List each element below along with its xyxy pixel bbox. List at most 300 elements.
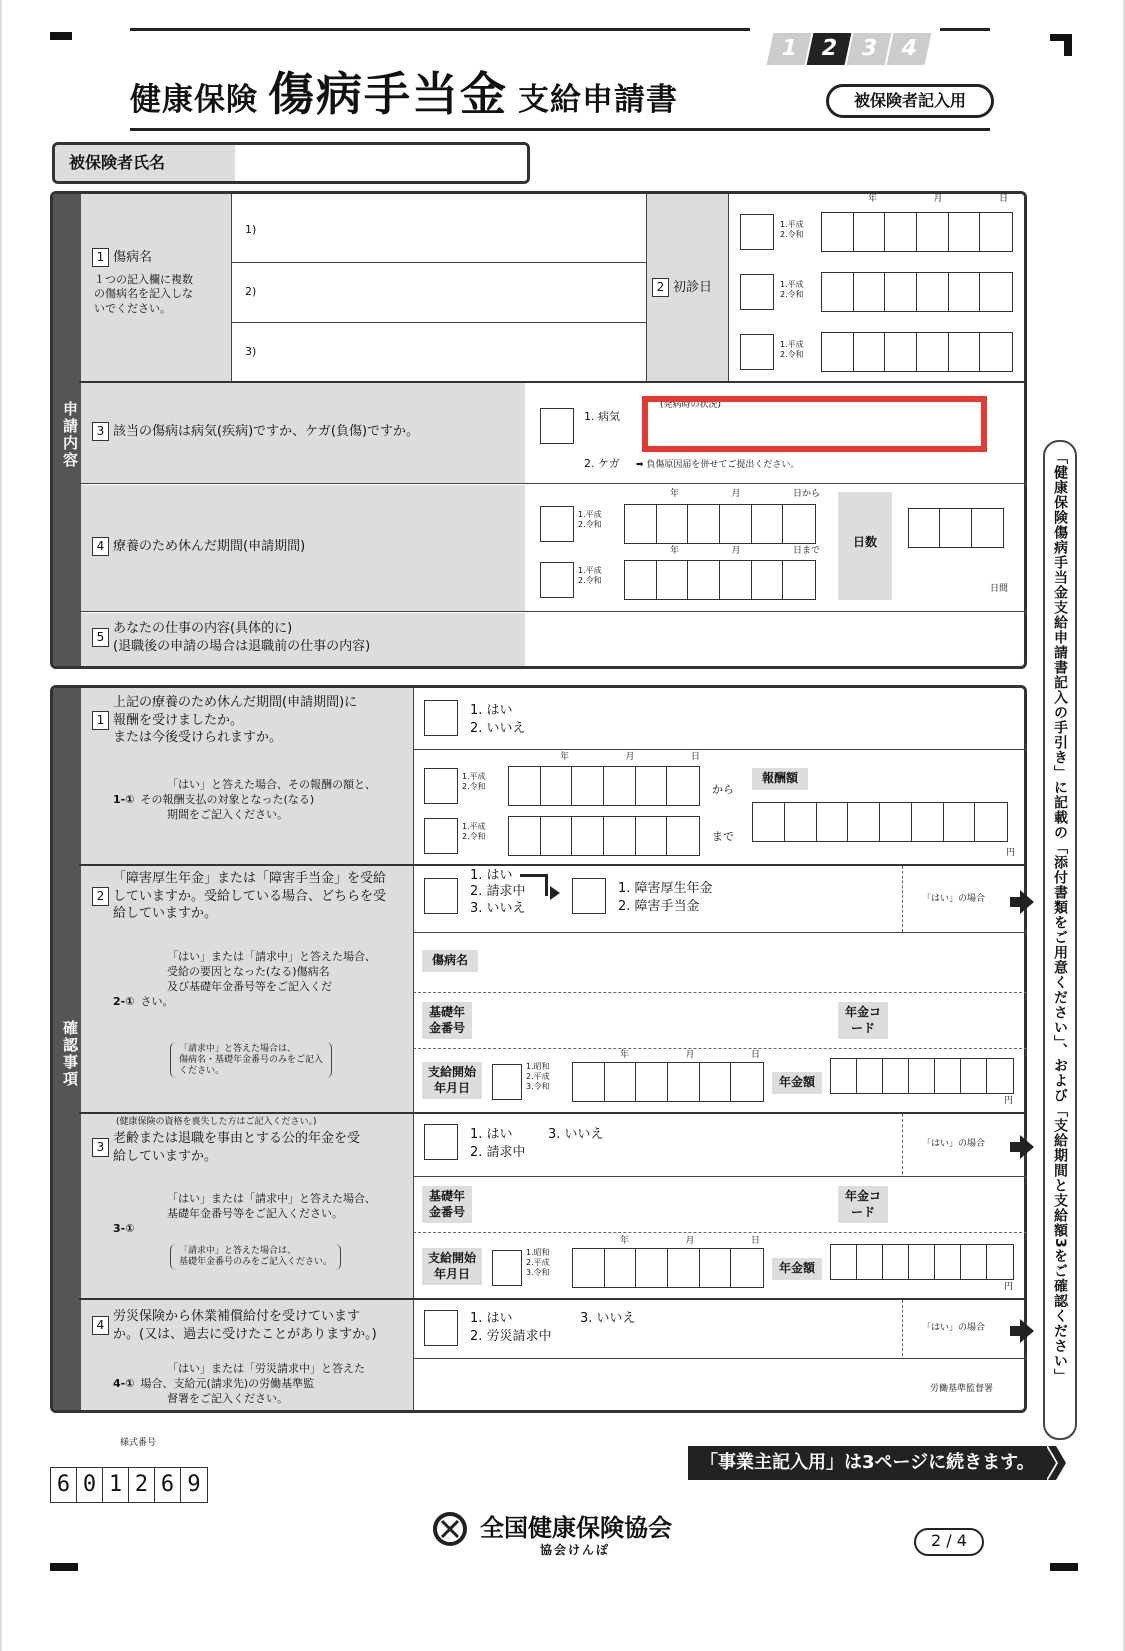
s2-q4-arrow-bar — [1010, 1326, 1020, 1336]
section1-side-label: 申請内容 — [53, 194, 81, 666]
digit-cell[interactable] — [783, 561, 815, 599]
digit-cell[interactable] — [961, 1059, 987, 1093]
s2-q3-arrow-icon — [1020, 1135, 1034, 1159]
s2-q2-1-date-header — [620, 1050, 760, 1061]
s2-q1-line: 上記の療養のため休んだ期間(申請期間)に — [113, 695, 358, 710]
era-option: 1.平成 — [780, 340, 804, 349]
form-number-digit: 1 — [103, 1468, 129, 1502]
q2-date-cells-1[interactable] — [821, 212, 1013, 252]
q3-option-injury: 2. ケガ — [584, 457, 620, 470]
divider — [413, 932, 1027, 933]
month-label: 月 — [685, 1050, 695, 1060]
digit-cell[interactable] — [949, 213, 981, 251]
day-to-label: 日まで — [792, 546, 820, 556]
s2-q1-line: または今後受けられますか。 — [113, 730, 283, 746]
era-option: 2.令和 — [780, 230, 804, 239]
registration-mark-bottom-right — [1050, 1563, 1078, 1571]
digit-cell[interactable] — [541, 817, 573, 855]
registration-mark-top-left — [50, 32, 72, 40]
digit-cell[interactable] — [604, 767, 636, 805]
q1-row-2-input[interactable] — [262, 266, 642, 318]
q2-date-cells-2[interactable] — [821, 272, 1013, 312]
form-number-digit: 9 — [187, 1472, 201, 1497]
digit-cell[interactable] — [972, 509, 1003, 547]
s2-q1-question — [92, 694, 357, 747]
q1-title-text: 傷病名 — [113, 250, 153, 265]
digit-cell[interactable] — [752, 561, 784, 599]
s2-q3-1-date-header — [620, 1236, 760, 1247]
q2-era-options — [780, 220, 804, 240]
s2-q2-1-disease-input[interactable] — [490, 938, 1020, 986]
year-label: 年 — [560, 752, 570, 762]
s2-q1-number: 1 — [92, 711, 109, 730]
digit-cell[interactable] — [657, 505, 689, 543]
s2-q1-1-question — [113, 778, 376, 823]
s2-q3-checkbox[interactable] — [424, 1124, 458, 1160]
divider — [413, 1358, 1027, 1359]
q2-era-options — [780, 280, 804, 300]
q1-row-3-input[interactable] — [262, 326, 642, 378]
s2-q1-1-number: 1-① — [113, 792, 135, 806]
digit-cell[interactable] — [961, 1245, 987, 1279]
month-label: 月 — [731, 546, 741, 556]
s2-q2-arrow-bar — [1010, 897, 1020, 907]
q2-number: 2 — [652, 278, 669, 297]
divider — [79, 611, 1027, 612]
organization-name: 全国健康保険協会 — [480, 1514, 672, 1542]
s2-q1-1-from: から — [712, 783, 734, 796]
digit-cell[interactable] — [949, 273, 981, 311]
q4-to-header — [670, 546, 820, 557]
page-tab-1: 1 — [767, 33, 812, 65]
divider — [413, 1232, 1027, 1233]
q3-text: 該当の傷病は病気(疾病)ですか、ケガ(負傷)ですか。 — [113, 424, 420, 439]
form-number-label: 様式番号 — [120, 1438, 157, 1448]
s2-q4-1-office-input[interactable] — [420, 1362, 920, 1406]
option-yes: 1. はい — [470, 703, 513, 718]
option-disability-pension: 1. 障害厚生年金 — [618, 881, 713, 896]
digit-cell[interactable] — [980, 333, 1012, 371]
s2-q4-1-question — [113, 1362, 365, 1407]
digit-cell[interactable] — [636, 767, 668, 805]
digit-cell[interactable] — [909, 509, 940, 547]
digit-cell[interactable] — [688, 561, 720, 599]
digit-cell[interactable] — [880, 803, 912, 841]
s2-q3-options — [470, 1126, 526, 1161]
digit-cell[interactable] — [785, 803, 817, 841]
digit-cell[interactable] — [883, 1245, 909, 1279]
option-disability-allowance: 2. 障害手当金 — [618, 898, 700, 914]
month-label: 月 — [625, 752, 635, 762]
digit-cell[interactable] — [668, 1249, 700, 1287]
digit-cell[interactable] — [885, 333, 917, 371]
s2-q2-1-line: 受給の要因となった(なる)傷病名 — [167, 964, 330, 978]
digit-cell[interactable] — [857, 1059, 883, 1093]
digit-cell[interactable] — [975, 803, 1007, 841]
s2-q3-1-start-date-cells[interactable] — [572, 1248, 764, 1288]
s2-q1-1-yen: 円 — [1006, 848, 1016, 858]
divider — [79, 1112, 1027, 1114]
s2-q3-if-yes: 「はい」の場合 — [922, 1139, 986, 1149]
s2-q1-1-from-era-checkbox[interactable] — [424, 768, 458, 804]
digit-cell[interactable] — [857, 1245, 883, 1279]
s2-q2-1-line: 及び基礎年金番号等をご記入くだ — [167, 979, 332, 993]
digit-cell[interactable] — [783, 505, 815, 543]
year-label: 年 — [620, 1236, 630, 1246]
divider — [79, 483, 1027, 484]
q1-note-line: １つの記入欄に複数 — [94, 273, 193, 286]
s2-q4-checkbox[interactable] — [424, 1310, 458, 1346]
digit-cell[interactable] — [885, 213, 917, 251]
era-options — [526, 1062, 550, 1092]
era-option: 3.令和 — [526, 1268, 550, 1277]
digit-cell[interactable] — [604, 817, 636, 855]
q1-note — [94, 273, 193, 316]
title-suffix: 支給申請書 — [518, 82, 678, 118]
digit-cell[interactable] — [917, 273, 949, 311]
day-label: 日 — [750, 1050, 760, 1060]
digit-cell[interactable] — [944, 803, 976, 841]
divider — [79, 1298, 1027, 1300]
s2-q2-number: 2 — [92, 887, 109, 906]
q3-checkbox[interactable] — [540, 408, 574, 444]
digit-cell[interactable] — [822, 273, 854, 311]
digit-cell[interactable] — [605, 1063, 637, 1101]
option-pending: 2. 請求中 — [470, 884, 526, 900]
q2-era-checkbox-3[interactable] — [740, 334, 774, 370]
s2-q2-1-pension-code-input[interactable] — [898, 996, 1018, 1042]
era-option: 1.平成 — [780, 280, 804, 289]
q1-row-1-input[interactable] — [262, 200, 642, 258]
s2-q1-1-date-header — [560, 752, 700, 763]
s2-q1-checkbox[interactable] — [424, 700, 458, 736]
option-yes: 1. はい — [470, 868, 513, 883]
digit-cell[interactable] — [854, 273, 886, 311]
digit-cell[interactable] — [909, 1245, 935, 1279]
digit-cell[interactable] — [940, 509, 971, 547]
digit-cell[interactable] — [831, 1245, 857, 1279]
option-pending: 2. 労災請求中 — [470, 1328, 552, 1344]
header-top-rule-right — [940, 28, 990, 31]
era-options — [526, 1248, 550, 1278]
q3-option-illness: 1. 病気 — [584, 410, 620, 423]
q3-number: 3 — [92, 422, 109, 441]
s2-q1-1-to-date-cells[interactable] — [508, 816, 700, 856]
year-label: 年 — [670, 489, 680, 499]
q5-job-input[interactable] — [530, 616, 1020, 664]
digit-cell[interactable] — [848, 803, 880, 841]
form-title — [130, 58, 678, 124]
digit-cell[interactable] — [636, 817, 668, 855]
q4-number: 4 — [92, 537, 109, 556]
form-number-digit: 0 — [77, 1468, 103, 1502]
digit-cell[interactable] — [509, 817, 541, 855]
era-option: 1.平成 — [578, 566, 602, 575]
option-no: 2. いいえ — [470, 720, 526, 736]
era-option: 2.令和 — [578, 520, 602, 529]
digit-cell[interactable] — [572, 817, 604, 855]
digit-cell[interactable] — [949, 333, 981, 371]
day-label: 日 — [750, 1236, 760, 1246]
s2-q1-options — [470, 702, 526, 737]
s2-q3-1-pension-code-input[interactable] — [898, 1180, 1018, 1226]
q1-note-line: の傷病名を記入しな — [94, 287, 193, 301]
s2-q3-1-era-checkbox[interactable] — [492, 1250, 522, 1286]
era-option: 2.平成 — [526, 1072, 550, 1081]
s2-q1-line: 報酬を受けましたか。 — [113, 712, 244, 728]
s2-q1-1-amount-label: 報酬額 — [752, 768, 808, 790]
q5-number: 5 — [92, 628, 109, 647]
option-pending: 2. 請求中 — [470, 1144, 526, 1160]
continue-banner: 「事業主記入用」は3ページに続きます。 — [688, 1446, 1047, 1480]
digit-cell[interactable] — [720, 505, 752, 543]
year-label: 年 — [670, 546, 680, 556]
divider — [902, 1300, 903, 1356]
s2-q1-1-to-era-checkbox[interactable] — [424, 818, 458, 854]
q3-question — [92, 422, 419, 441]
divider — [728, 194, 729, 381]
s2-q2-1-yen: 円 — [1004, 1096, 1014, 1106]
s2-q1-1-line: その報酬支払の対象となった(なる) — [140, 792, 315, 806]
year-label: 年 — [620, 1050, 630, 1060]
divider — [413, 749, 1027, 750]
organization-subname: 協会けんぽ — [540, 1543, 611, 1557]
digit-cell[interactable] — [573, 1249, 605, 1287]
s2-q3-1-pension-code-label: 年金コード — [838, 1186, 888, 1223]
digit-cell[interactable] — [668, 1063, 700, 1101]
s2-q3-1-line: 「はい」または「請求中」と答えた場合、 — [167, 1192, 376, 1205]
digit-cell[interactable] — [700, 1063, 732, 1101]
digit-cell[interactable] — [541, 767, 573, 805]
digit-cell[interactable] — [831, 1059, 857, 1093]
era-option: 1.平成 — [780, 220, 804, 229]
s2-q2-if-yes: 「はい」の場合 — [922, 894, 986, 904]
q3-injury-note — [636, 460, 799, 471]
q2-date-header — [868, 194, 1008, 205]
s2-q4-if-yes: 「はい」の場合 — [922, 1323, 986, 1333]
q1-row-2-label: 2) — [245, 285, 257, 298]
s2-q4-1-number: 4-① — [113, 1376, 135, 1390]
q2-era-checkbox-2[interactable] — [740, 274, 774, 310]
q2-era-checkbox-1[interactable] — [740, 214, 774, 250]
era-option: 2.令和 — [462, 782, 486, 791]
connector-arrow-icon — [550, 886, 560, 900]
divider — [231, 322, 646, 323]
s2-q4-option-no: 3. いいえ — [580, 1311, 636, 1326]
digit-cell[interactable] — [753, 803, 785, 841]
s2-q3-1-pension-no-input[interactable] — [484, 1180, 824, 1226]
era-option: 2.平成 — [526, 1258, 550, 1267]
page-tab-3: 3 — [847, 33, 892, 65]
section2-side-label: 確認事項 — [53, 688, 81, 1410]
digit-cell[interactable] — [883, 1059, 909, 1093]
divider — [79, 864, 1027, 866]
s2-q3-1-paren — [170, 1244, 341, 1270]
yes-connector-line — [520, 874, 548, 896]
insured-name-field[interactable] — [235, 145, 527, 181]
s2-q4-line: か。(又は、過去に受けたことがありますか。) — [113, 1326, 377, 1342]
s2-q2-line: していますか。受給している場合、どちらを受 — [113, 888, 387, 904]
s2-q3-option-no: 3. いいえ — [548, 1127, 604, 1142]
s2-q3-1-annual-label: 年金額 — [772, 1258, 822, 1280]
s2-q3-1-yen: 円 — [1004, 1282, 1014, 1292]
highlight-box — [642, 396, 987, 452]
form-number-digit: 6 — [155, 1468, 181, 1502]
q1-row-3-label: 3) — [245, 345, 257, 358]
s2-q4-number: 4 — [92, 1316, 109, 1335]
q4-days-label: 日数 — [838, 492, 892, 600]
registration-mark-bottom-left — [50, 1563, 78, 1571]
q5-line: あなたの仕事の内容(具体的に) — [113, 621, 293, 636]
q4-from-date-cells[interactable] — [624, 504, 816, 544]
s2-q2-1-pension-code-label: 年金コード — [838, 1002, 888, 1039]
q4-to-era-checkbox[interactable] — [540, 562, 574, 598]
digit-cell[interactable] — [700, 1249, 732, 1287]
s2-q2-subtype-checkbox[interactable] — [572, 878, 606, 914]
s2-q1-1-to: まで — [712, 830, 734, 843]
q1-note-line: いでください。 — [94, 301, 171, 315]
day-from-label: 日から — [792, 489, 820, 499]
era-option: 1.昭和 — [526, 1062, 550, 1071]
option-no: 3. いいえ — [470, 900, 526, 916]
digit-cell[interactable] — [636, 1249, 668, 1287]
digit-cell[interactable] — [912, 803, 944, 841]
sidebar-guidance-note: 「健康保険傷病手当金支給申請書記入の手引き」に記載の「添付書類をご用意ください」、および「支給期間と支給額3をご確認ください」 — [1043, 440, 1077, 1440]
era-options — [462, 772, 486, 792]
s2-q2-1-start-date-cells[interactable] — [572, 1062, 764, 1102]
digit-cell[interactable] — [909, 1059, 935, 1093]
page-tabs — [770, 33, 928, 65]
day-label: 日 — [690, 752, 700, 762]
month-label: 月 — [731, 489, 741, 499]
digit-cell[interactable] — [822, 333, 854, 371]
s2-q3-1-annual-cells[interactable] — [830, 1244, 1014, 1280]
header-bottom-rule — [130, 128, 990, 131]
digit-cell[interactable] — [731, 1249, 763, 1287]
chevron-right-icon — [1036, 1446, 1070, 1480]
digit-cell[interactable] — [752, 505, 784, 543]
s2-q3-1-number: 3-① — [113, 1221, 135, 1235]
q1-title — [92, 248, 152, 267]
digit-cell[interactable] — [657, 561, 689, 599]
q4-from-era-checkbox[interactable] — [540, 506, 574, 542]
s2-q2-checkbox[interactable] — [424, 878, 458, 914]
s2-q3-1-question — [113, 1192, 376, 1237]
q1-number: 1 — [92, 248, 109, 267]
digit-cell[interactable] — [917, 213, 949, 251]
paren-line: 傷病名・基礎年金番号のみをご記入 — [179, 1054, 324, 1065]
divider — [646, 194, 647, 381]
page-tab-4: 4 — [887, 33, 932, 65]
digit-cell[interactable] — [731, 1063, 763, 1101]
s2-q2-1-line: 「はい」または「請求中」と答えた場合、 — [167, 950, 376, 963]
digit-cell[interactable] — [854, 213, 886, 251]
digit-cell[interactable] — [625, 505, 657, 543]
digit-cell[interactable] — [980, 213, 1012, 251]
digit-cell[interactable] — [822, 213, 854, 251]
digit-cell[interactable] — [625, 561, 657, 599]
era-option: 1.平成 — [578, 510, 602, 519]
digit-cell[interactable] — [573, 1063, 605, 1101]
s2-q2-1-pension-no-input[interactable] — [484, 996, 824, 1042]
digit-cell[interactable] — [935, 1245, 961, 1279]
digit-cell[interactable] — [605, 1249, 637, 1287]
s2-q2-1-question — [113, 950, 376, 1009]
divider — [231, 262, 646, 263]
digit-cell[interactable] — [987, 1245, 1013, 1279]
registration-mark-top-right-vertical — [1064, 34, 1072, 56]
option-yes: 1. はい — [470, 1127, 513, 1142]
digit-cell[interactable] — [720, 561, 752, 599]
q2-title-text: 初診日 — [673, 280, 713, 295]
digit-cell[interactable] — [935, 1059, 961, 1093]
digit-cell[interactable] — [572, 767, 604, 805]
q4-days-cells[interactable] — [908, 508, 1004, 548]
digit-cell[interactable] — [667, 817, 699, 855]
form-number-box — [50, 1467, 208, 1503]
digit-cell[interactable] — [980, 273, 1012, 311]
q2-date-cells-3[interactable] — [821, 332, 1013, 372]
page-indicator: 2 / 4 — [914, 1528, 984, 1556]
digit-cell[interactable] — [885, 273, 917, 311]
page-tab-2: 2 — [807, 33, 852, 65]
form-number-digit: 6 — [51, 1468, 77, 1502]
s2-q2-arrow-icon — [1020, 890, 1034, 914]
q4-to-date-cells[interactable] — [624, 560, 816, 600]
q5-question — [92, 620, 370, 655]
divider — [413, 688, 414, 1410]
kyokai-kenpo-logo-icon — [432, 1511, 468, 1547]
s2-q2-1-annual-cells[interactable] — [830, 1058, 1014, 1094]
era-options — [462, 822, 486, 842]
s2-q2-1-era-checkbox[interactable] — [492, 1064, 522, 1100]
day-label: 日 — [998, 194, 1008, 204]
paren-line: 「請求中」と答えた場合は、 — [179, 1246, 297, 1256]
title-prefix: 健康保険 — [130, 82, 258, 118]
s2-q1-1-amount-cells[interactable] — [752, 802, 1008, 842]
digit-cell[interactable] — [854, 333, 886, 371]
divider — [413, 992, 1027, 993]
s2-q3-question — [92, 1130, 360, 1165]
title-main: 傷病手当金 — [268, 67, 508, 121]
s2-q3-note: (健康保険の資格を喪失した方はご記入ください。) — [116, 1117, 317, 1127]
era-option: 1.平成 — [462, 772, 486, 781]
q3-injury-note-text: 負傷原因届を併せてご提出ください。 — [646, 460, 800, 470]
era-option: 1.昭和 — [526, 1248, 550, 1257]
q3-option-illness-hint: (発病時の状況) — [660, 400, 722, 410]
digit-cell[interactable] — [987, 1059, 1013, 1093]
s2-q3-line: 給していますか。 — [113, 1148, 218, 1164]
s2-q1-1-line: 期間をご記入ください。 — [167, 807, 288, 821]
q4-question — [92, 537, 305, 556]
divider — [231, 194, 232, 381]
digit-cell[interactable] — [509, 767, 541, 805]
q4-era-options — [578, 566, 602, 586]
digit-cell[interactable] — [917, 333, 949, 371]
month-label: 月 — [933, 194, 943, 204]
q2-title — [652, 278, 712, 297]
digit-cell[interactable] — [817, 803, 849, 841]
era-option: 2.令和 — [780, 290, 804, 299]
digit-cell[interactable] — [667, 767, 699, 805]
digit-cell[interactable] — [636, 1063, 668, 1101]
q4-days-unit: 日間 — [990, 584, 1009, 594]
s2-q4-1-line: 場合、支給元(請求先)の労働基準監 — [140, 1376, 315, 1390]
s2-q1-1-from-date-cells[interactable] — [508, 766, 700, 806]
paren-line: ください。 — [179, 1065, 225, 1076]
s2-q4-arrow-icon — [1020, 1319, 1034, 1343]
digit-cell[interactable] — [688, 505, 720, 543]
